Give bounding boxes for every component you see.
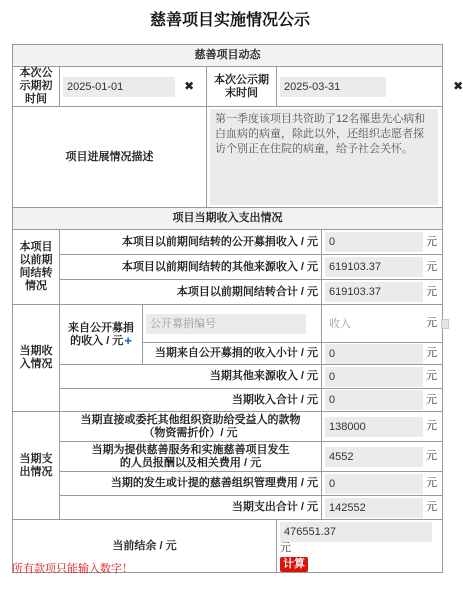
carryover-other-cell	[322, 255, 443, 280]
carryover-label: 本项目以前期间结转情况	[13, 230, 60, 305]
clear-end-date-icon[interactable]: ✖	[453, 79, 463, 93]
unit-label: 元	[426, 347, 438, 359]
income-total-label: 当期收入合计 / 元	[60, 389, 322, 412]
public-subtotal-cell	[322, 343, 443, 365]
progress-textarea[interactable]: 第一季度该项目共资助了12名罹患先心病和白血病的病童，除此以外，还组织志愿者探访个别正在住院的病童，给予社会关怀。	[210, 109, 438, 205]
public-income-label-text: 来自公开募捐的收入 / 元	[68, 321, 134, 347]
calculate-button[interactable]: 计算	[280, 557, 308, 572]
period-start-input[interactable]: 2025-01-01	[63, 77, 175, 97]
unit-label: 元	[426, 393, 438, 406]
page-title: 慈善项目实施情况公示	[149, 12, 310, 29]
unit-label: 元	[426, 317, 438, 329]
project-form-table	[12, 44, 463, 573]
other-income-cell	[322, 365, 443, 389]
public-subtotal-label: 当期来自公开募捐的收入小计 / 元	[143, 343, 322, 365]
scrollbar-handle[interactable]	[441, 319, 449, 329]
expense-admin-input[interactable]: 0	[325, 474, 423, 494]
progress-cell	[207, 107, 443, 208]
other-income-input[interactable]: 0	[325, 367, 423, 387]
expense-staff-label: 当期为提供慈善服务和实施慈善项目发生的人员报酬以及相关费用 / 元	[60, 442, 322, 472]
period-end-label: 本次公示期末时间	[207, 67, 277, 107]
expense-direct-cell	[322, 412, 443, 442]
public-income-label	[60, 305, 143, 365]
balance-cell	[277, 520, 443, 573]
unit-label: 元	[426, 450, 438, 462]
expense-total-input[interactable]: 142552	[325, 498, 423, 518]
carryover-total-label: 本项目以前期间结转合计 / 元	[60, 280, 322, 305]
expense-admin-label: 当期的发生或计提的慈善组织管理费用 / 元	[60, 472, 322, 496]
unit-label: 元	[426, 285, 438, 298]
expense-total-label: 当期支出合计 / 元	[60, 496, 322, 520]
period-end-cell	[277, 67, 463, 107]
unit-label: 元	[426, 420, 438, 432]
unit-label: 元	[280, 542, 291, 554]
unit-label: 元	[426, 235, 438, 248]
expense-direct-label: 当期直接或委托其他组织资助给受益人的款物（物资需折价）/ 元	[60, 412, 322, 442]
fundraising-no-cell	[143, 305, 322, 343]
expense-staff-input[interactable]: 4552	[325, 447, 423, 467]
progress-label: 项目进展情况描述	[13, 107, 207, 208]
input-note: 所有款项只能输入数字！	[12, 563, 133, 575]
carryover-other-label: 本项目以前期间结转的其他来源收入 / 元	[60, 255, 322, 280]
period-start-label: 本次公示期初时间	[13, 67, 60, 107]
expense-staff-cell	[322, 442, 443, 472]
unit-label: 元	[426, 260, 438, 273]
section-dynamics-header: 慈善项目动态	[13, 45, 443, 67]
other-income-label: 当期其他来源收入 / 元	[60, 365, 322, 389]
expense-admin-cell	[322, 472, 443, 496]
carryover-public-label: 本项目以前期间结转的公开募捐收入 / 元	[60, 230, 322, 255]
expense-total-cell	[322, 496, 443, 520]
public-subtotal-input[interactable]: 0	[325, 344, 423, 364]
fundraising-no-input[interactable]: 公开募捐编号	[146, 314, 306, 334]
balance-input[interactable]: 476551.37	[280, 522, 432, 542]
add-row-icon[interactable]: ✚	[124, 335, 132, 346]
public-income-cell	[322, 305, 443, 343]
balance-label: 当前结余 / 元	[13, 520, 277, 573]
expense-label: 当期支出情况	[13, 412, 60, 520]
expense-direct-input[interactable]: 138000	[325, 417, 423, 437]
carryover-total-input[interactable]: 619103.37	[325, 282, 423, 302]
period-end-input[interactable]: 2025-03-31	[280, 77, 386, 97]
section-finance-header: 项目当期收入支出情况	[13, 208, 443, 230]
income-total-input[interactable]: 0	[325, 390, 423, 410]
unit-label: 元	[426, 370, 438, 382]
carryover-total-cell	[322, 280, 443, 305]
income-label: 当期收入情况	[13, 305, 60, 412]
unit-label: 元	[426, 501, 438, 513]
clear-start-date-icon[interactable]: ✖	[184, 79, 195, 93]
income-total-cell	[322, 389, 443, 412]
carryover-public-input[interactable]: 0	[325, 232, 423, 252]
carryover-other-input[interactable]: 619103.37	[325, 257, 423, 277]
public-income-input[interactable]: 收入	[325, 314, 423, 334]
carryover-public-cell	[322, 230, 443, 255]
unit-label: 元	[426, 477, 438, 489]
period-start-cell	[60, 67, 207, 107]
